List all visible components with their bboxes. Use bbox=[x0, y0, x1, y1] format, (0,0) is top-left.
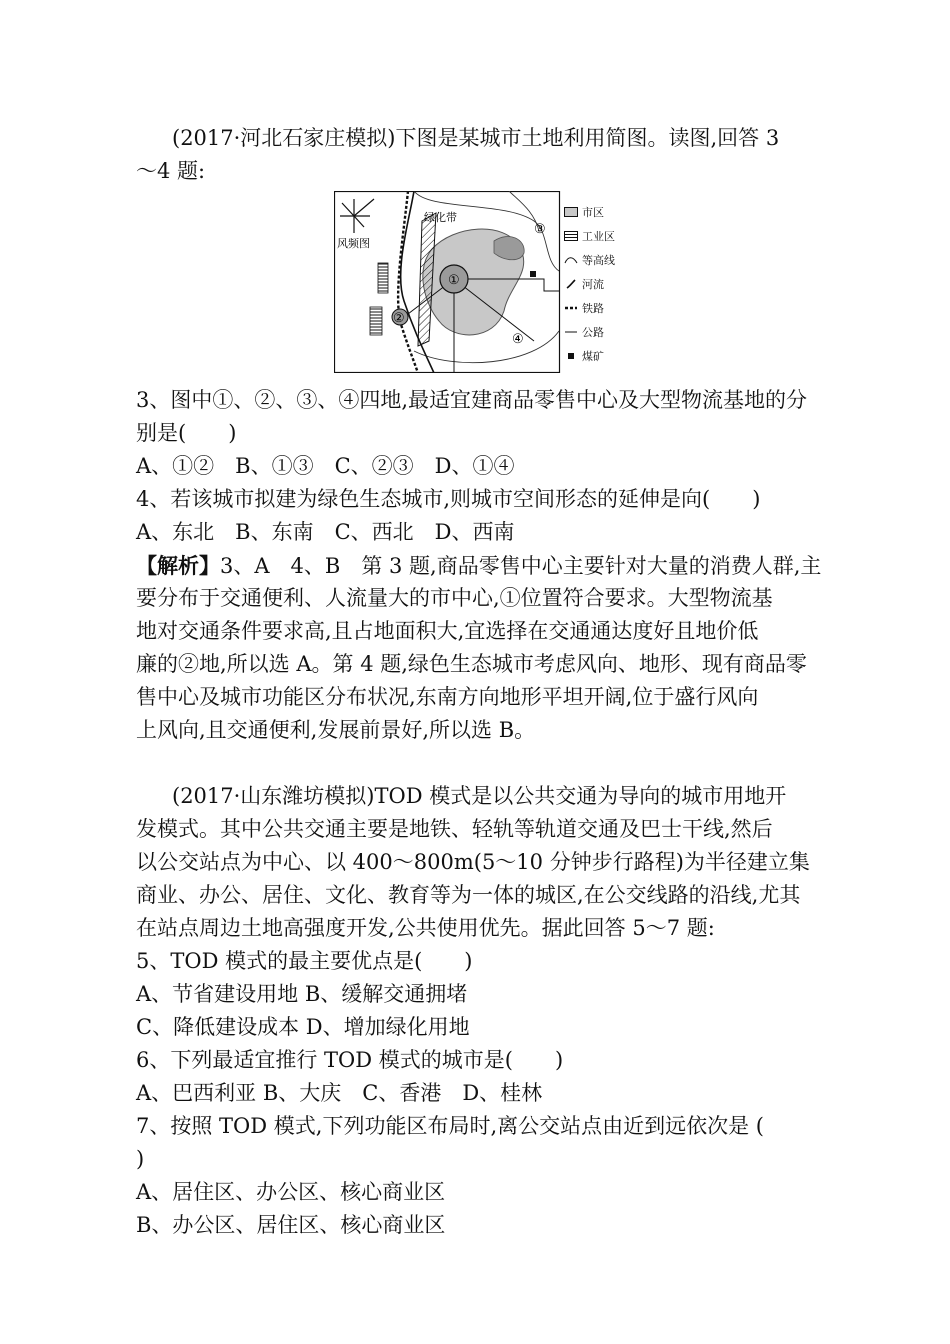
questions-3-4 bbox=[136, 384, 822, 747]
analysis-line-2: 要分布于交通便利、人流量大的市中心,①位置符合要求。大型物流基 bbox=[136, 586, 773, 610]
q6-options: A、巴西利亚 B、大庆 C、香港 D、桂林 bbox=[136, 1081, 543, 1105]
legend-road-label: 公路 bbox=[582, 326, 604, 339]
analysis-tag: 【解析】 bbox=[136, 553, 220, 578]
legend-railway-label: 铁路 bbox=[582, 302, 604, 315]
analysis-line-3: 地对交通条件要求高,且占地面积大,宜选择在交通通达度好且地价低 bbox=[136, 619, 759, 643]
q7-option-a: A、居住区、办公区、核心商业区 bbox=[136, 1180, 446, 1204]
intro-line-1: (2017·河北石家庄模拟)下图是某城市土地利用简图。读图,回答 3 bbox=[172, 126, 780, 150]
contour-icon bbox=[564, 255, 578, 265]
marker-1: ① bbox=[448, 273, 460, 288]
analysis-line-5: 售中心及城市功能区分布状况,东南方向地形平坦开阔,位于盛行风向 bbox=[136, 685, 759, 709]
legend-urban bbox=[564, 200, 654, 224]
block2-line-3: 以公交站点为中心、以 400～800m(5～10 分钟步行路程)为半径建立集 bbox=[136, 850, 810, 874]
q7-line-1: 7、按照 TOD 模式,下列功能区布局时,离公交站点由近到远依次是 ( bbox=[136, 1114, 764, 1138]
q7-line-2: ) bbox=[136, 1147, 145, 1171]
legend-contour bbox=[564, 248, 654, 272]
industrial-zone-2 bbox=[370, 307, 382, 335]
legend-river bbox=[564, 272, 654, 296]
q7-option-b: B、办公区、居住区、核心商业区 bbox=[136, 1213, 446, 1237]
intro-paragraph-1 bbox=[136, 122, 818, 188]
q6-line-1: 6、下列最适宜推行 TOD 模式的城市是( ) bbox=[136, 1048, 564, 1072]
block2-line-5: 在站点周边土地高强度开发,公共使用优先。据此回答 5～7 题: bbox=[136, 916, 715, 940]
block2-line-4: 商业、办公、居住、文化、教育等为一体的城区,在公交线路的沿线,尤其 bbox=[136, 883, 801, 907]
legend-road bbox=[564, 320, 654, 344]
marker-3: ③ bbox=[534, 222, 546, 237]
q4-options: A、东北 B、东南 C、西北 D、西南 bbox=[136, 520, 515, 544]
road-icon bbox=[564, 327, 578, 337]
q4-line-1: 4、若该城市拟建为绿色生态城市,则城市空间形态的延伸是向( ) bbox=[136, 487, 761, 511]
legend-coal-label: 煤矿 bbox=[582, 350, 604, 363]
urban-swatch-icon bbox=[564, 207, 578, 217]
legend-coal bbox=[564, 344, 654, 368]
legend-industrial bbox=[564, 224, 654, 248]
block2-line-1: (2017·山东潍坊模拟)TOD 模式是以公共交通为导向的城市用地开 bbox=[172, 784, 787, 808]
intro-line-2: ～4 题: bbox=[136, 159, 206, 183]
marker-4: ④ bbox=[512, 332, 524, 347]
coal-mine-legend-icon bbox=[564, 351, 578, 361]
analysis-line-1 bbox=[136, 549, 822, 582]
analysis-text-1: 3、A 4、B 第 3 题,商品零售中心主要针对大量的消费人群,主 bbox=[220, 554, 822, 578]
legend-industrial-label: 工业区 bbox=[582, 230, 615, 243]
legend-urban-label: 市区 bbox=[582, 206, 604, 219]
q3-options: A、①② B、①③ C、②③ D、①④ bbox=[136, 454, 515, 478]
river-icon bbox=[564, 279, 578, 289]
q5-line-1: 5、TOD 模式的最主要优点是( ) bbox=[136, 949, 473, 973]
marker-2: ② bbox=[393, 311, 405, 326]
intro-paragraph-2 bbox=[136, 780, 818, 1242]
analysis-line-4: 廉的②地,所以选 A。第 4 题,绿色生态城市考虑风向、地形、现有商品零 bbox=[136, 652, 807, 676]
analysis-line-6: 上风向,且交通便利,发展前景好,所以选 B。 bbox=[136, 718, 536, 742]
railway-icon bbox=[564, 303, 578, 313]
q5-options-cd: C、降低建设成本 D、增加绿化用地 bbox=[136, 1015, 470, 1039]
q3-line-1: 3、图中①、②、③、④四地,最适宜建商品零售中心及大型物流基地的分 bbox=[136, 388, 808, 412]
q5-options-ab: A、节省建设用地 B、缓解交通拥堵 bbox=[136, 982, 468, 1006]
green-belt-label: 绿化带 bbox=[424, 211, 457, 224]
q3-line-2: 别是( ) bbox=[136, 421, 237, 445]
coal-mine-icon bbox=[530, 271, 536, 277]
industrial-zone-1 bbox=[378, 263, 388, 293]
industrial-swatch-icon bbox=[564, 231, 578, 241]
legend-contour-label: 等高线 bbox=[582, 254, 615, 267]
block2-line-2: 发模式。其中公共交通主要是地铁、轻轨等轨道交通及巴士干线,然后 bbox=[136, 817, 773, 841]
wind-rose-label: 风频图 bbox=[337, 237, 370, 250]
legend-river-label: 河流 bbox=[582, 278, 604, 291]
legend-railway bbox=[564, 296, 654, 320]
map-legend bbox=[564, 200, 654, 368]
